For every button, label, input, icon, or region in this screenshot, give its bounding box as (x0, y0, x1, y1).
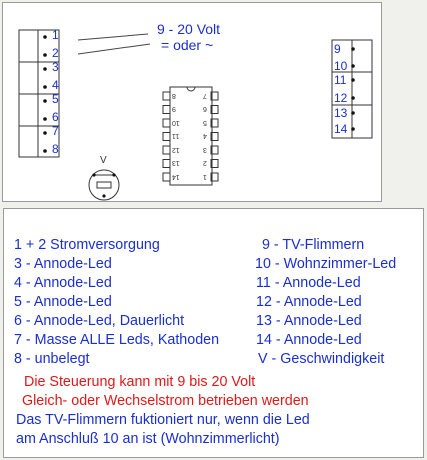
legend-left-item: 7 - Masse ALLE Leds, Kathoden (14, 332, 220, 348)
ic-pin-left (163, 133, 170, 141)
note-red-1: Die Steuerung kann mit 9 bis 20 Volt (24, 374, 256, 390)
ic-pin-left (163, 160, 170, 168)
left-pin-5: 5 (52, 92, 59, 106)
ic-pin-label-right: 4 (203, 132, 207, 139)
ic-pin-label-right: 5 (203, 118, 207, 126)
left-pin-7: 7 (52, 124, 59, 138)
legend-left-item: 1 + 2 Stromversorgung (14, 237, 160, 253)
left-pin-1: 1 (52, 28, 59, 42)
ic-pin-label-left: 12 (172, 145, 180, 153)
ic-pin-label-right: 2 (203, 159, 207, 166)
left-pin-6: 6 (52, 110, 59, 124)
ic-pin-label-right: 6 (203, 105, 207, 112)
legend-right-item: 10 - Wohnzimmer-Led (255, 256, 397, 272)
potentiometer-pins (92, 173, 115, 197)
note-blue-2: am Anschluß 10 an ist (Wohnzimmerlicht) (16, 431, 280, 447)
legend-right-item: 11 - Annode-Led (256, 275, 361, 291)
ic-pin-label-right: 7 (203, 91, 207, 99)
legend-right-item: 9 - TV-Flimmern (262, 237, 365, 253)
ic-pin-left (163, 92, 170, 100)
legend-left-item: 4 - Annode-Led (14, 275, 112, 291)
left-pin-4: 4 (52, 78, 59, 92)
supply-voltage-label: 9 - 20 Volt (157, 21, 221, 37)
ic-pin-label-left: 8 (172, 91, 176, 99)
ic-pin-label-right: 3 (203, 145, 207, 153)
right-pin-12: 12 (334, 91, 348, 105)
legend-right-item: 12 - Annode-Led (256, 294, 362, 310)
right-pin-13: 13 (334, 106, 348, 120)
ic-pin-label-left: 14 (172, 172, 180, 180)
left-pin-8: 8 (52, 142, 59, 156)
right-pin-14: 14 (334, 122, 348, 136)
supply-type-label: = oder ~ (161, 37, 214, 53)
ic-pin-label-left: 10 (172, 118, 180, 126)
note-red-2: Gleich- oder Wechselstrom betrieben werden (22, 393, 309, 409)
ic-pin-left (163, 173, 170, 181)
ic-pin-label-right: 1 (203, 172, 207, 180)
left-pin-2: 2 (52, 46, 59, 60)
ic-pin-label-left: 11 (172, 132, 180, 139)
legend-left-item: 3 - Annode-Led (14, 256, 112, 272)
legend-left-item: 6 - Annode-Led, Dauerlicht (14, 313, 185, 329)
legend-right-item: V - Geschwindigkeit (258, 351, 385, 367)
ic-pin-label-left: 13 (172, 159, 180, 166)
supply-pointer-lines (78, 34, 150, 54)
ic-pin-left (163, 106, 170, 114)
legend-left-item: 5 - Annode-Led (14, 294, 112, 310)
legend-box (3, 208, 424, 458)
note-blue-1: Das TV-Flimmern fuktioniert nur, wenn die Led (16, 412, 310, 428)
right-pin-11: 11 (334, 73, 347, 87)
legend-left-item: 8 - unbelegt (14, 351, 90, 367)
left-pin-3: 3 (52, 60, 59, 74)
ic-pin-left (163, 119, 170, 127)
legend-right-item: 14 - Annode-Led (256, 332, 362, 348)
ic-pin-label-left: 9 (172, 105, 176, 112)
potentiometer-label: V (100, 155, 107, 166)
legend-right-item: 13 - Annode-Led (256, 313, 362, 329)
right-pin-9: 9 (334, 42, 341, 56)
ic-pin-left (163, 146, 170, 154)
right-pin-10: 10 (334, 59, 348, 73)
